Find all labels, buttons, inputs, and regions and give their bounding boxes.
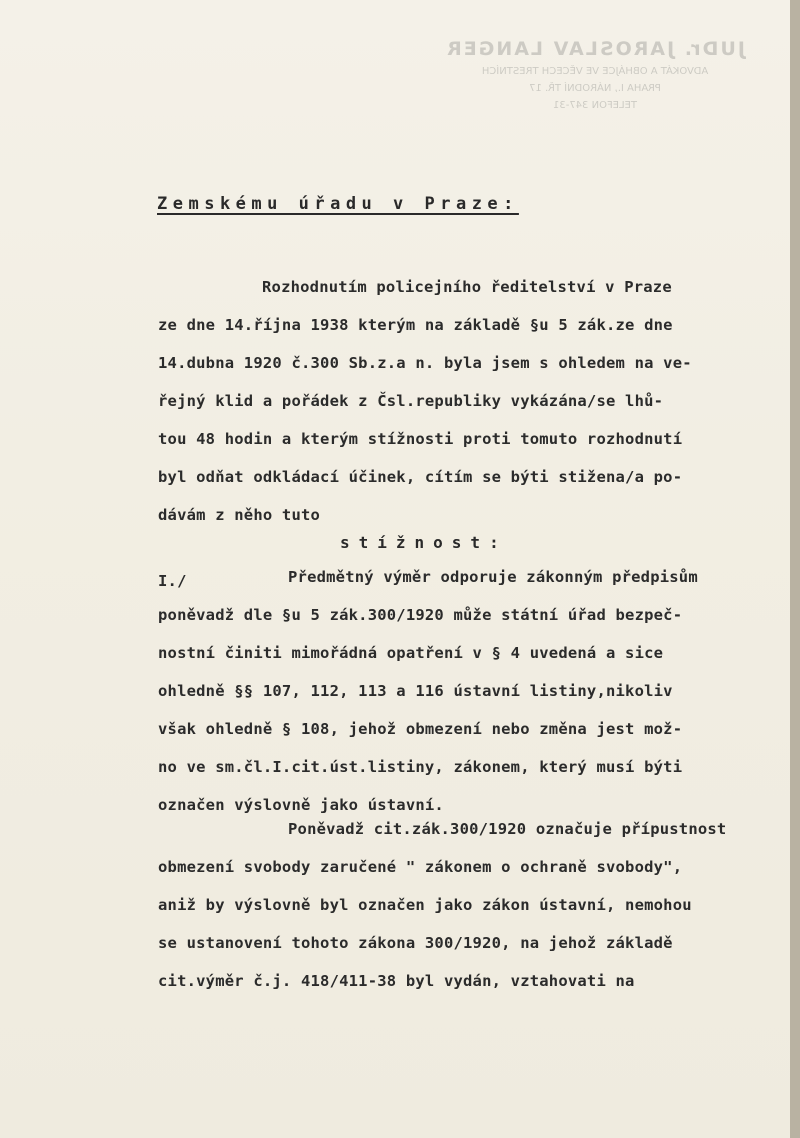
text-line: cit.výměr č.j. 418/411-38 byl vydán, vztahovati na: [158, 972, 635, 990]
letterhead-name: JUDr. JAROSLAV LANGER: [445, 38, 745, 60]
text-line: Rozhodnutím policejního ředitelství v Praze: [262, 278, 672, 296]
page-edge: [790, 0, 800, 1138]
section-title: stížnost:: [340, 533, 508, 552]
letterhead-line3: TELEFON 347-31: [552, 100, 638, 111]
text-line: však ohledně § 108, jehož obmezení nebo změna jest mož-: [158, 720, 683, 738]
text-line: nostní činiti mimořádná opatření v § 4 uvedená a sice: [158, 644, 664, 662]
text-line: obmezení svobody zaručené " zákonem o ochraně svobody",: [158, 858, 683, 876]
text-line: Poněvadž cit.zák.300/1920 označuje přípustnost: [288, 820, 727, 838]
text-line: 14.dubna 1920 č.300 Sb.z.a n. byla jsem s ohledem na ve-: [158, 354, 692, 372]
text-line: tou 48 hodin a kterým stížnosti proti tomuto rozhodnutí: [158, 430, 683, 448]
letterhead-stamp: [440, 38, 750, 128]
text-line: ze dne 14.října 1938 kterým na základě §u 5 zák.ze dne: [158, 316, 673, 334]
letterhead-line1: ADVOKÁT A OBHÁJCE VE VĚCECH TRESTNÍCH: [481, 66, 709, 77]
text-line: dávám z něho tuto: [158, 506, 321, 524]
text-line: no ve sm.čl.I.cit.úst.listiny, zákonem, který musí býti: [158, 758, 683, 776]
text-line: poněvadž dle §u 5 zák.300/1920 může státní úřad bezpeč-: [158, 606, 683, 624]
text-line: byl odňat odkládací účinek, cítím se býti stižena/a po-: [158, 468, 683, 486]
text-line: aniž by výslovně byl označen jako zákon ústavní, nemohou: [158, 896, 692, 914]
text-line: řejný klid a pořádek z Čsl.republiky vykázána/se lhů-: [158, 392, 664, 410]
text-line: se ustanovení tohoto zákona 300/1920, na jehož základě: [158, 934, 673, 952]
text-line: Předmětný výměr odporuje zákonným předpisům: [288, 568, 698, 586]
document-heading: Zemskému úřadu v Praze:: [157, 194, 519, 214]
letterhead-line2: PRAHA I., NÁRODNÍ TŘ. 17: [529, 83, 661, 94]
section-number: I./: [158, 572, 187, 590]
text-line: ohledně §§ 107, 112, 113 a 116 ústavní listiny,nikoliv: [158, 682, 673, 700]
text-line: označen výslovně jako ústavní.: [158, 796, 444, 814]
